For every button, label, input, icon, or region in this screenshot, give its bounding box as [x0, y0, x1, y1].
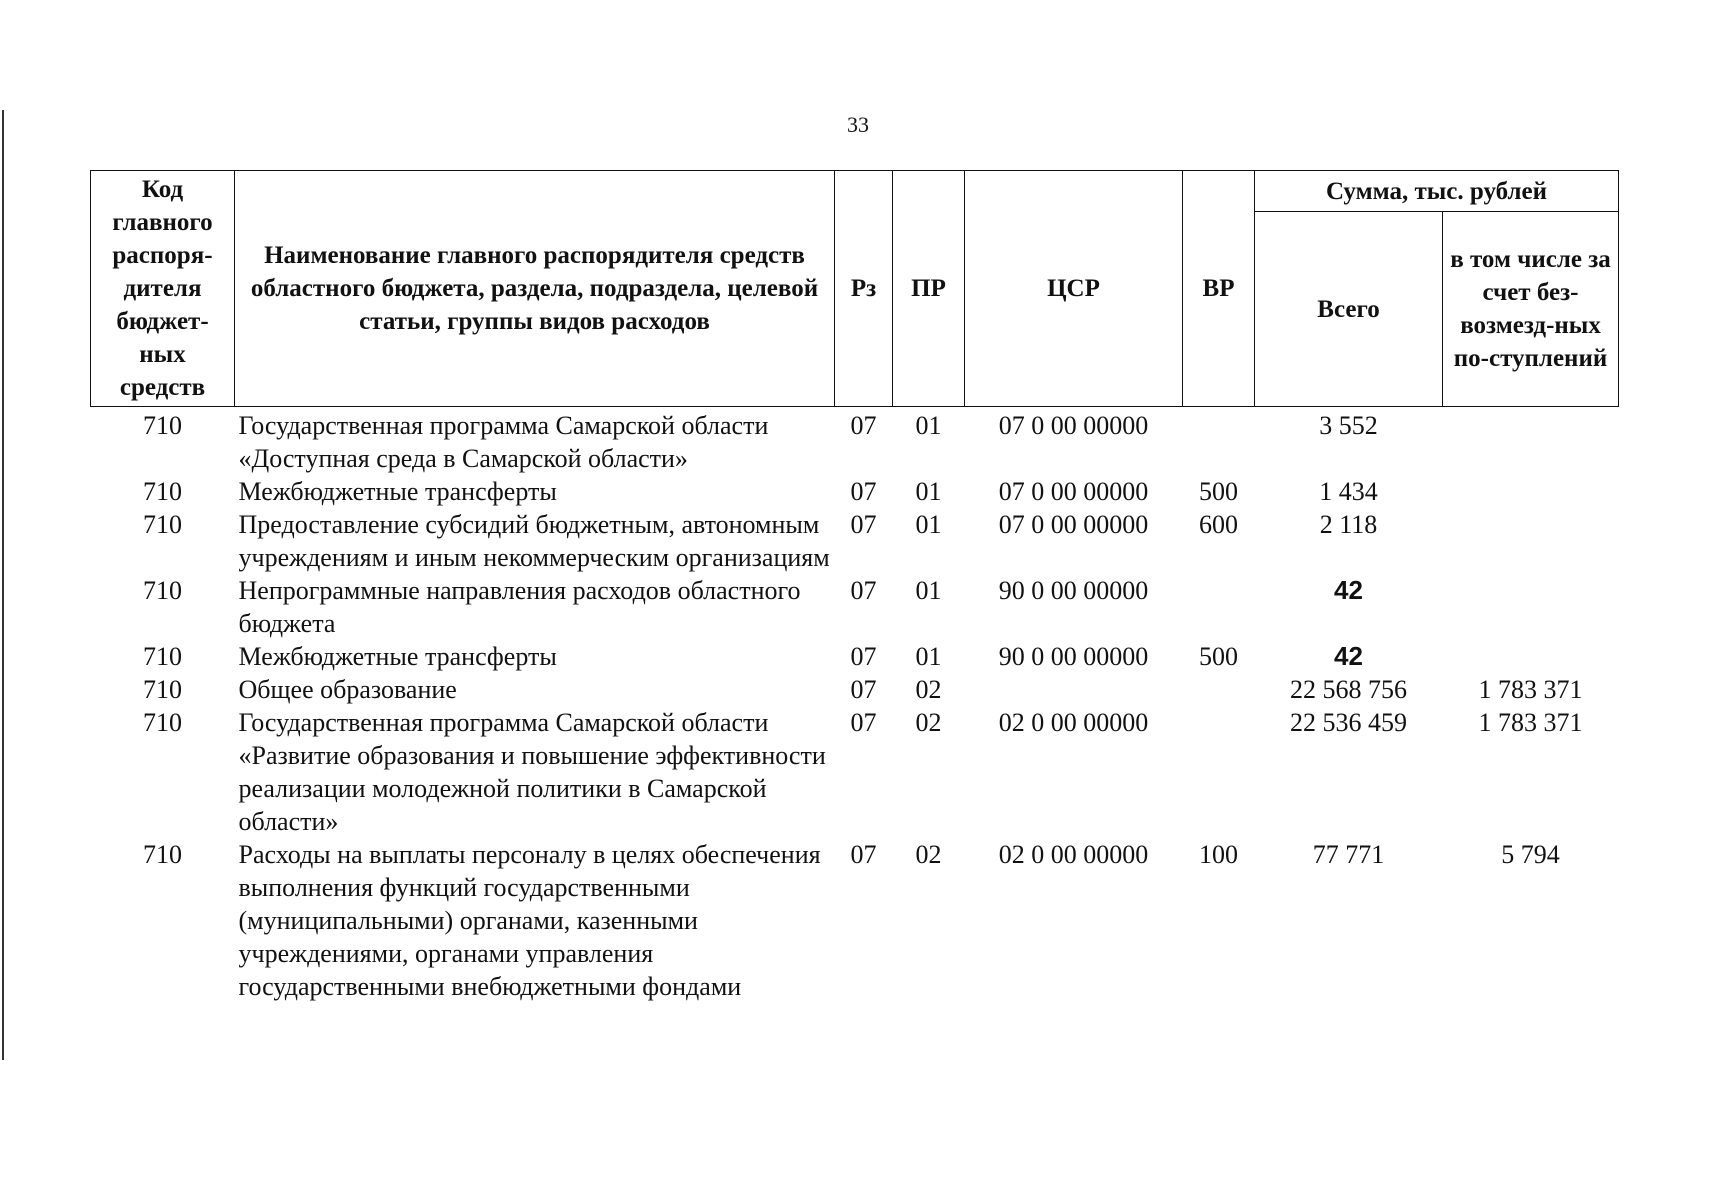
cell-rz: 07: [850, 411, 877, 440]
header-pr: ПР: [893, 171, 965, 407]
table-header: [91, 171, 1619, 407]
cell-code: 710: [143, 477, 182, 506]
cell-code: 710: [143, 840, 182, 869]
cell-vr: 500: [1199, 642, 1238, 671]
table-row: [91, 640, 1619, 673]
cell-pr: 01: [915, 477, 942, 506]
cell-total: 22 568 756: [1290, 675, 1407, 704]
cell-csr: 02 0 00 00000: [998, 708, 1149, 737]
cell-vr: [1183, 574, 1255, 640]
cell-pr: 01: [915, 411, 942, 440]
cell-total: 42: [1334, 641, 1363, 671]
cell-csr: 90 0 00 00000: [998, 576, 1149, 605]
cell-code: 710: [143, 576, 182, 605]
header-total: Всего: [1255, 212, 1443, 407]
cell-pr: 01: [915, 642, 942, 671]
table-row: [91, 508, 1619, 574]
cell-name: Межбюджетные трансферты: [238, 477, 557, 506]
table-row: [91, 706, 1619, 838]
cell-rz: 07: [850, 510, 877, 539]
cell-free: [1443, 508, 1619, 574]
cell-pr: 01: [915, 576, 942, 605]
header-vr: ВР: [1183, 171, 1255, 407]
cell-code: 710: [143, 642, 182, 671]
cell-free: [1443, 475, 1619, 508]
table-row: [91, 838, 1619, 1003]
cell-rz: 07: [850, 708, 877, 737]
header-free: в том числе за счет без-возмезд-ных по-ступлений: [1443, 212, 1619, 407]
header-name: Наименование главного распорядителя средств областного бюджета, раздела, подраздела, целевой статьи, группы видов расходов: [235, 171, 835, 407]
cell-code: 710: [143, 510, 182, 539]
table-row: [91, 673, 1619, 706]
cell-name: Непрограммные направления расходов областного бюджета: [238, 576, 801, 638]
cell-csr: 02 0 00 00000: [998, 840, 1149, 869]
cell-pr: 02: [915, 840, 942, 869]
header-rz: Рз: [835, 171, 893, 407]
cell-total: 3 552: [1319, 411, 1378, 440]
cell-total: 2 118: [1319, 510, 1378, 539]
cell-pr: 02: [915, 675, 942, 704]
cell-free: 1 783 371: [1478, 708, 1583, 737]
cell-csr: [965, 673, 1183, 706]
cell-pr: 02: [915, 708, 942, 737]
cell-total: 22 536 459: [1290, 708, 1407, 737]
cell-free: [1443, 407, 1619, 476]
table-row: [91, 475, 1619, 508]
cell-name: Государственная программа Самарской области «Развитие образования и повышение эффективности реализации молодежной политики в Самарской области»: [238, 708, 826, 836]
header-sum: Сумма, тыс. рублей: [1255, 171, 1619, 212]
cell-total: 42: [1334, 575, 1363, 605]
page-number: 33: [847, 112, 869, 137]
cell-rz: 07: [850, 477, 877, 506]
header-csr: ЦСР: [965, 171, 1183, 407]
cell-free: [1443, 640, 1619, 673]
scan-edge-line: [2, 110, 4, 1060]
cell-name: Расходы на выплаты персоналу в целях обеспечения выполнения функций государственными (муниципальными) органами, казенными учреждениями, органами управления государственными внебюджетными фондами: [238, 840, 821, 1001]
cell-name: Межбюджетные трансферты: [238, 642, 557, 671]
table-row: [91, 574, 1619, 640]
cell-name: Общее образование: [238, 675, 457, 704]
budget-table: [90, 170, 1619, 1003]
cell-csr: 07 0 00 00000: [998, 477, 1149, 506]
cell-vr: [1183, 407, 1255, 476]
cell-free: [1443, 574, 1619, 640]
cell-vr: 500: [1199, 477, 1238, 506]
cell-code: 710: [143, 411, 182, 440]
cell-pr: 01: [915, 510, 942, 539]
cell-vr: 100: [1199, 840, 1238, 869]
cell-rz: 07: [850, 576, 877, 605]
cell-name: Предоставление субсидий бюджетным, автономным учреждениям и иным некоммерческим организациям: [238, 510, 830, 572]
cell-total: 1 434: [1319, 477, 1378, 506]
table-body: [91, 407, 1619, 1004]
cell-csr: 90 0 00 00000: [998, 642, 1149, 671]
cell-code: 710: [143, 675, 182, 704]
cell-vr: [1183, 706, 1255, 838]
cell-csr: 07 0 00 00000: [998, 510, 1149, 539]
cell-rz: 07: [850, 642, 877, 671]
cell-total: 77 771: [1312, 840, 1385, 869]
cell-vr: 600: [1199, 510, 1238, 539]
cell-name: Государственная программа Самарской области «Доступная среда в Самарской области»: [238, 411, 769, 473]
cell-free: 5 794: [1501, 840, 1560, 869]
table-row: [91, 407, 1619, 476]
cell-free: 1 783 371: [1478, 675, 1583, 704]
cell-csr: 07 0 00 00000: [998, 411, 1149, 440]
cell-vr: [1183, 673, 1255, 706]
header-code: Код главного распоря-дителя бюджет-ных средств: [91, 171, 235, 407]
cell-rz: 07: [850, 675, 877, 704]
cell-code: 710: [143, 708, 182, 737]
cell-rz: 07: [850, 840, 877, 869]
